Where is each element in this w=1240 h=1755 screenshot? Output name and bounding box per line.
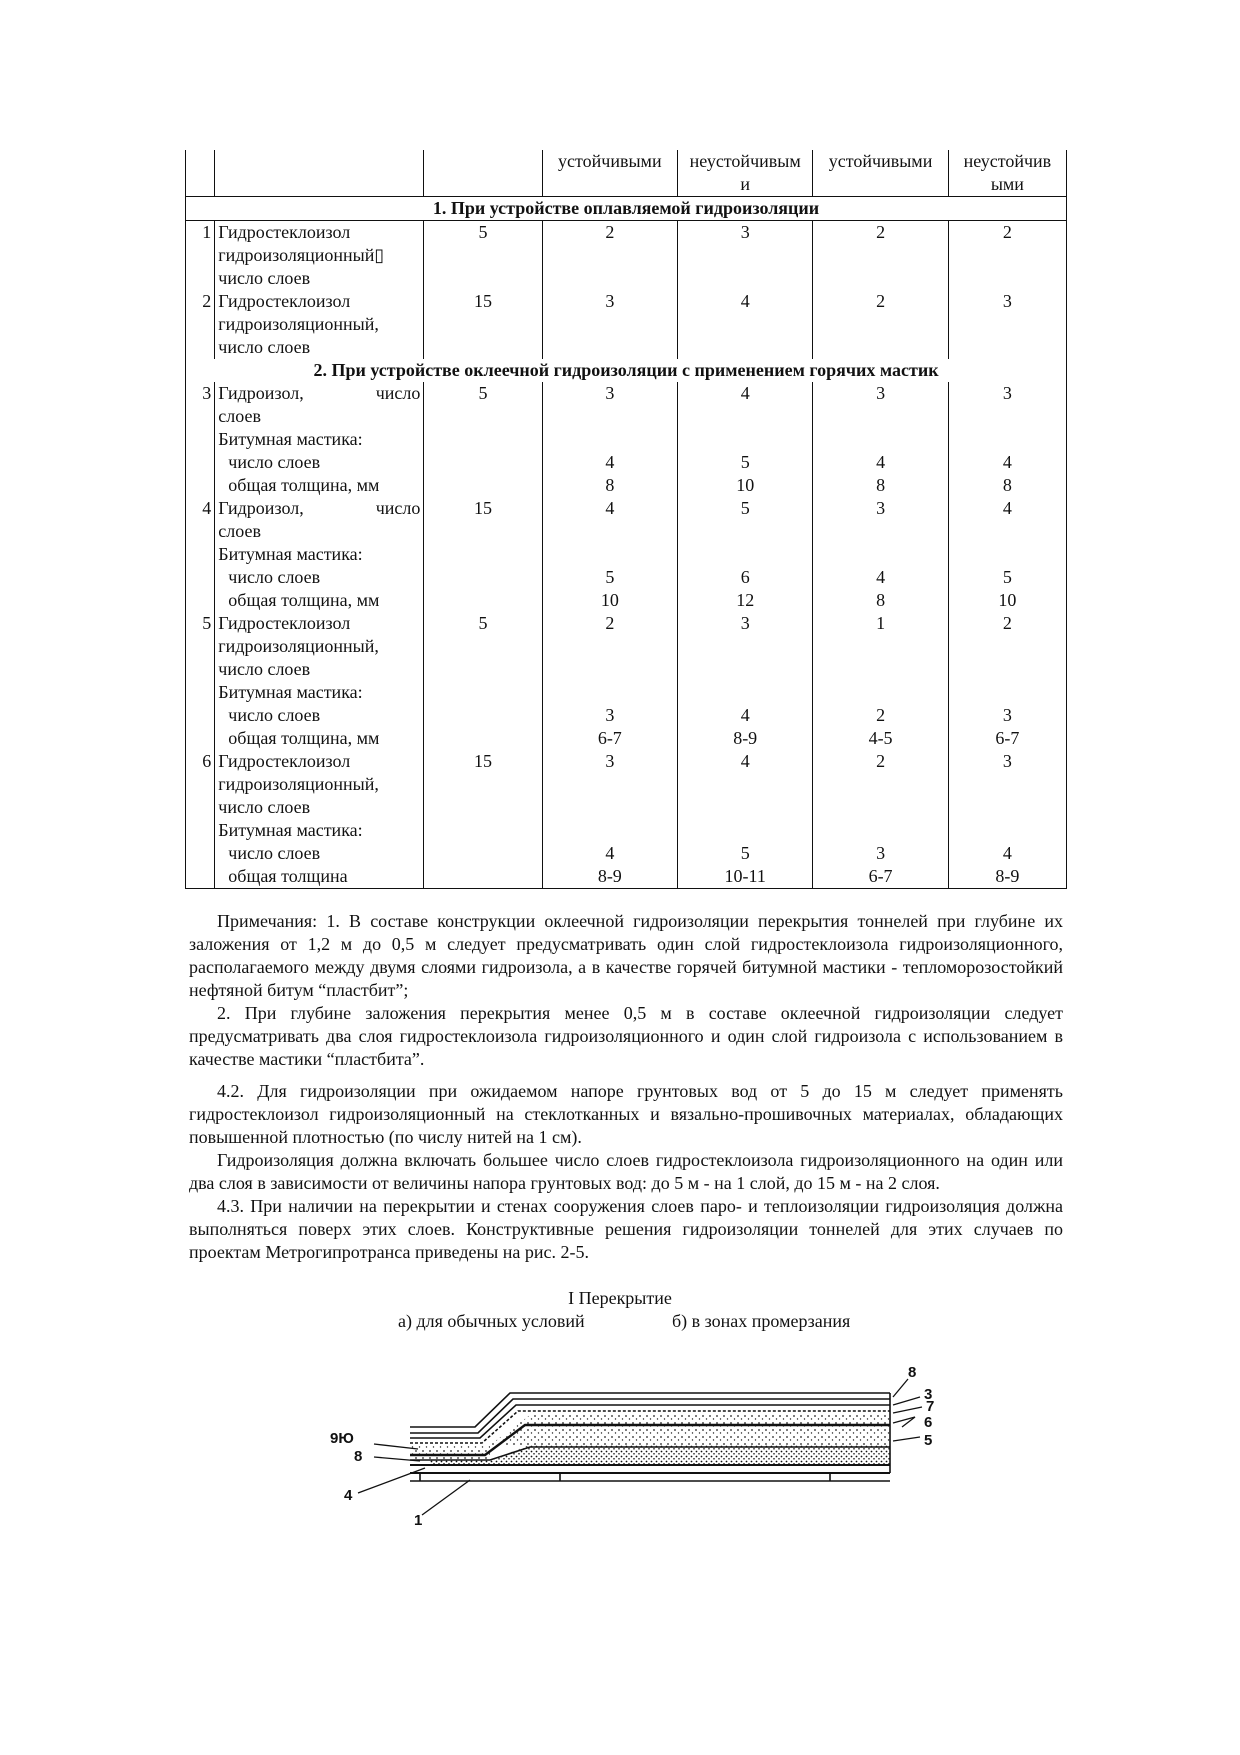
cell-value: 10 xyxy=(998,590,1017,610)
cell-value: 4 xyxy=(1002,843,1012,863)
label-r7: 7 xyxy=(926,1398,935,1415)
table-header-row xyxy=(186,150,1067,197)
material-word: Гидроизол, xyxy=(218,383,304,403)
material-line-text: гидроизоляционный xyxy=(218,245,375,265)
note-2: 2. При глубине заложения перекрытия менее 0,5 м в составе оклеечной гидроизоляции следует предусматривать два слоя гидростеклоизола гидроизоляционного и один слой гидроизола с использованием в качестве мастики “пластбита”. xyxy=(189,1003,1063,1069)
material-line: Гидростеклоизол xyxy=(218,751,351,771)
section-1-row xyxy=(186,197,1067,221)
cell-value-group xyxy=(813,612,948,750)
material-word: Гидроизол, xyxy=(218,498,304,518)
cell-value-group xyxy=(678,382,813,497)
cell-value-group xyxy=(542,750,677,889)
material-line: гидроизоляционный, xyxy=(218,314,379,334)
header-unstable-1: неустойчивым и xyxy=(678,150,813,197)
cell-value: 10 xyxy=(736,475,755,495)
cell-value: 5 xyxy=(740,843,750,863)
material-line xyxy=(218,382,420,405)
material-word: число xyxy=(375,498,421,518)
paragraph-4-3: 4.3. При наличии на перекрытии и стенах сооружения слоев паро- и теплоизоляции гидроизоляция должна выполняться поверх этих слоев. Конструктивные решения гидроизоляции тоннелей для этих случаев по проектам Метрогипротранса приведены на рис. 2-5. xyxy=(189,1196,1063,1262)
cell-value: 4 xyxy=(678,290,813,359)
cell-value: 3 xyxy=(1002,751,1012,771)
material-line: гидроизоляционный, xyxy=(218,636,379,656)
layers-label: число слоев xyxy=(228,452,321,472)
row-material xyxy=(215,290,424,359)
thickness-label: общая толщина, мм xyxy=(228,728,380,748)
cell-value: 4 xyxy=(605,843,615,863)
cell-value-group xyxy=(542,497,677,612)
layers-label: число слоев xyxy=(228,705,321,725)
label-left-top: 9Ю xyxy=(330,1430,354,1447)
cell-value: 5 xyxy=(605,567,615,587)
cell-value: 3 xyxy=(605,705,615,725)
cell-value: 6-7 xyxy=(995,728,1020,748)
cell-value: 8-9 xyxy=(733,728,758,748)
cell-value-group xyxy=(678,750,813,889)
material-line: число слоев xyxy=(218,268,311,288)
cell-value-group xyxy=(678,612,813,750)
thickness-label: общая толщина, мм xyxy=(228,475,380,495)
material-word: число xyxy=(375,383,421,403)
cell-value: 3 xyxy=(542,290,677,359)
cell-value: 2 xyxy=(605,613,615,633)
cell-value: 6-7 xyxy=(597,728,622,748)
cell-value: 8-9 xyxy=(995,866,1020,886)
label-r3: 3 xyxy=(924,1386,933,1403)
mastic-label: Битумная мастика: xyxy=(218,429,363,449)
note-1: Примечания: 1. В составе конструкции оклеечной гидроизоляции перекрытия тоннелей при глубине их заложения от 1,2 м до 0,5 м следует предусматривать один слой гидростеклоизола гидроизоляционного, располагаемого между двумя слоями гидроизола, а в качестве горячей битумной мастики - тепломорозостойкий нефтяной битум “пластбит”; xyxy=(189,911,1063,1000)
cell-value: 4 xyxy=(740,751,750,771)
material-line: слоев xyxy=(218,521,261,541)
body-text xyxy=(189,1080,1063,1264)
cell-value: 2 xyxy=(813,290,948,359)
header-unstable-2: неустойчив ыми xyxy=(948,150,1066,197)
row-pressure: 5 xyxy=(424,382,542,497)
row-pressure: 15 xyxy=(424,497,542,612)
material-line: Гидростеклоизол xyxy=(218,291,351,311)
row-pressure: 5 xyxy=(424,612,542,750)
mastic-label: Битумная мастика: xyxy=(218,544,363,564)
table-row xyxy=(186,382,1067,497)
table-row xyxy=(186,221,1067,291)
cell-value: 3 xyxy=(1002,705,1012,725)
cell-value-group xyxy=(813,382,948,497)
cell-value-group xyxy=(813,497,948,612)
cell-value: 10-11 xyxy=(724,866,766,886)
cell-value: 3 xyxy=(948,290,1066,359)
paragraph-4-2: 4.2. Для гидроизоляции при ожидаемом напоре грунтовых вод от 5 до 15 м следует применять гидростеклоизол гидроизоляционный на стеклотканных и вязально-прошивочных материалах, обладающих повышенной плотностью (по числу нитей на 1 см). xyxy=(189,1081,1063,1147)
cell-value: 4-5 xyxy=(868,728,893,748)
cell-value: 2 xyxy=(813,221,948,291)
cell-value: 4 xyxy=(876,452,886,472)
material-line xyxy=(218,497,420,520)
material-line: гидроизоляционный, xyxy=(218,774,379,794)
row-material xyxy=(215,382,424,497)
cell-value: 4 xyxy=(1002,498,1012,518)
cell-value: 4 xyxy=(740,705,750,725)
cell-value: 2 xyxy=(1002,613,1012,633)
cell-value: 3 xyxy=(605,383,615,403)
waterproofing-table xyxy=(185,150,1067,889)
material-line xyxy=(218,244,420,267)
row-material xyxy=(215,750,424,889)
label-r6: 6 xyxy=(924,1414,933,1431)
thickness-label: общая толщина xyxy=(228,866,348,886)
cell-value-group xyxy=(678,497,813,612)
cell-value-group xyxy=(948,750,1066,889)
table-notes xyxy=(189,910,1063,1071)
mastic-label: Битумная мастика: xyxy=(218,820,363,840)
cell-value: 2 xyxy=(948,221,1066,291)
row-number: 6 xyxy=(186,750,215,889)
subcaption-b: б) в зонах промерзания xyxy=(672,1311,851,1331)
row-number: 1 xyxy=(186,221,215,291)
cell-value: 4 xyxy=(1002,452,1012,472)
cell-value: 5 xyxy=(1002,567,1012,587)
cell-value: 3 xyxy=(876,383,886,403)
cell-value: 3 xyxy=(678,221,813,291)
label-r8: 8 xyxy=(908,1365,917,1381)
figure-caption: I Перекрытие xyxy=(568,1288,672,1308)
cell-value: 6-7 xyxy=(868,866,893,886)
table-row xyxy=(186,497,1067,612)
paragraph-layers: Гидроизоляция должна включать большее число слоев гидростеклоизола гидроизоляционного на один или два слоя в зависимости от величины напора грунтовых вод: до 5 м - на 1 слой, до 15 м - на 2 слоя. xyxy=(189,1150,1063,1193)
cell-value: 3 xyxy=(1002,383,1012,403)
cell-value-group xyxy=(542,382,677,497)
row-number: 5 xyxy=(186,612,215,750)
layers-label: число слоев xyxy=(228,567,321,587)
mastic-label: Битумная мастика: xyxy=(218,682,363,702)
cell-value: 4 xyxy=(605,452,615,472)
label-left-mid: 8 xyxy=(354,1448,363,1465)
table-row xyxy=(186,290,1067,359)
cell-value-group xyxy=(948,497,1066,612)
cell-value: 4 xyxy=(876,567,886,587)
row-number: 2 xyxy=(186,290,215,359)
cell-value: 8 xyxy=(876,475,886,495)
material-line: число слоев xyxy=(218,797,311,817)
slab-waterproofing-diagram xyxy=(330,1365,950,1525)
material-line: слоев xyxy=(218,406,261,426)
label-r5: 5 xyxy=(924,1432,933,1449)
section-2-row xyxy=(186,359,1067,382)
cell-value: 2 xyxy=(542,221,677,291)
cell-value: 4 xyxy=(605,498,615,518)
cell-value: 3 xyxy=(605,751,615,771)
cell-value-group xyxy=(813,750,948,889)
row-number: 4 xyxy=(186,497,215,612)
cell-value-group xyxy=(542,612,677,750)
missing-glyph: ▯ xyxy=(374,245,385,265)
header-stable-2: устойчивыми xyxy=(813,150,948,197)
row-material xyxy=(215,497,424,612)
subcaption-a: а) для обычных условий xyxy=(398,1311,585,1331)
cell-value: 3 xyxy=(740,613,750,633)
cell-value: 3 xyxy=(876,843,886,863)
material-line: число слоев xyxy=(218,337,311,357)
cell-value: 2 xyxy=(876,751,886,771)
cell-value: 8 xyxy=(605,475,615,495)
row-pressure: 15 xyxy=(424,750,542,889)
label-left-low: 4 xyxy=(344,1487,353,1504)
row-material xyxy=(215,221,424,291)
material-line: Гидростеклоизол xyxy=(218,222,351,242)
cell-value-group xyxy=(948,612,1066,750)
header-stable-1: устойчивыми xyxy=(542,150,677,197)
section-2-title: 2. При устройстве оклеечной гидроизоляции с применением горячих мастик xyxy=(186,359,1067,382)
cell-value: 3 xyxy=(876,498,886,518)
layer-structure xyxy=(410,1393,890,1481)
section-1-title: 1. При устройстве оплавляемой гидроизоляции xyxy=(186,197,1067,221)
material-line: Гидростеклоизол xyxy=(218,613,351,633)
cell-value-group xyxy=(948,382,1066,497)
row-pressure: 15 xyxy=(424,290,542,359)
cell-value: 10 xyxy=(600,590,619,610)
cell-value: 5 xyxy=(740,452,750,472)
table-row xyxy=(186,750,1067,889)
label-bottom: 1 xyxy=(414,1512,423,1525)
thickness-label: общая толщина, мм xyxy=(228,590,380,610)
cell-value: 8-9 xyxy=(597,866,622,886)
row-number: 3 xyxy=(186,382,215,497)
cell-value: 1 xyxy=(876,613,886,633)
cell-value: 8 xyxy=(1002,475,1012,495)
cell-value: 8 xyxy=(876,590,886,610)
row-pressure: 5 xyxy=(424,221,542,291)
material-line: число слоев xyxy=(218,659,311,679)
row-material xyxy=(215,612,424,750)
layers-label: число слоев xyxy=(228,843,321,863)
cell-value: 6 xyxy=(740,567,750,587)
cell-value: 12 xyxy=(736,590,755,610)
cell-value: 4 xyxy=(740,383,750,403)
cell-value: 5 xyxy=(740,498,750,518)
table-row xyxy=(186,612,1067,750)
cell-value: 2 xyxy=(876,705,886,725)
